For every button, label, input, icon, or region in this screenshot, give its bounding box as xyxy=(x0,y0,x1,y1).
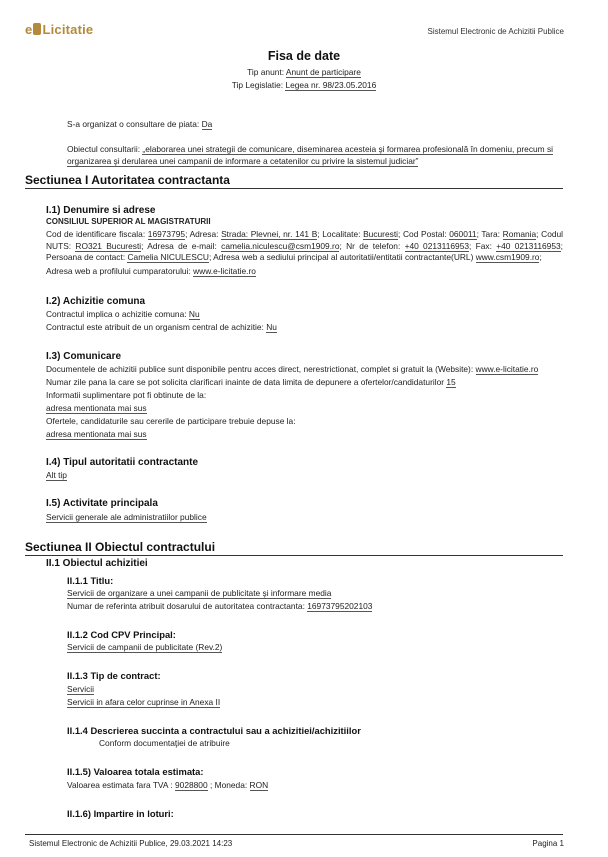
tip-legislatie: Tip Legislatie: Legea nr. 98/23.05.2016 xyxy=(231,80,377,90)
footer-divider xyxy=(25,834,563,835)
footer-left: Sistemul Electronic de Achizitii Publice, 29.03.2021 14:23 xyxy=(29,839,233,848)
ii13-value-2: Servicii in afara celor cuprinse in Anexa II xyxy=(67,697,221,707)
ii11-ref: Numar de referinta atribuit dosarului de autoritatea contractanta: 16973795202103 xyxy=(67,601,373,611)
authority-details: Cod de identificare fiscala: 16973795; Adresa: Strada: Plevnei, nr. 141 B; Localitate: Bucuresti; Cod Postal: 060011; Tara: Romania; Codul NUTS: RO321 Bucuresti; Adresa de e-mail: camelia.niculescu@csm1909.ro; Nr de telefon: +40 0213116953; Fax: +40 0213116953; Persoana de contact: Camelia NICULESCU; Adresa web a sediului principal al autoritatii/entitatii contractante(URL) www.csm1909.ro; xyxy=(46,229,564,263)
section-1-title: Sectiunea I Autoritatea contractanta xyxy=(25,173,563,189)
i3-line-4-value: adresa mentionata mai sus xyxy=(46,429,147,439)
ii14-heading: II.1.4 Descrierea succinta a contractului sau a achizitiei/achizitiilor xyxy=(67,725,361,736)
i5-value: Servicii generale ale administratiilor publice xyxy=(46,512,207,522)
i2-line-1: Contractul implica o achizitie comuna: Nu xyxy=(46,309,200,319)
i3-line-3-value: adresa mentionata mai sus xyxy=(46,403,147,413)
ii1-heading: II.1 Obiectul achizitiei xyxy=(46,558,148,569)
consultare-piata: S-a organizat o consultare de piata: Da xyxy=(67,119,213,129)
ii13-value-1: Servicii xyxy=(67,684,94,694)
ii15-value: Valoarea estimata fara TVA : 9028800 ; Moneda: RON xyxy=(67,780,269,790)
ii12-heading: II.1.2 Cod CPV Principal: xyxy=(67,629,176,640)
i3-line-1: Documentele de achizitii publice sunt disponibile pentru acces direct, nerestrictionat, complet si gratuit la (Website): www.e-licitatie.ro xyxy=(46,364,539,374)
ii16-heading: II.1.6) Impartire in loturi: xyxy=(67,808,174,819)
i3-line-4-label: Ofertele, candidaturile sau cererile de participare trebuie depuse la: xyxy=(46,416,296,426)
page-title: Fisa de date xyxy=(267,49,341,63)
i2-heading: I.2) Achizitie comuna xyxy=(46,296,146,307)
i3-line-3-label: Informatii suplimentare pot fi obtinute de la: xyxy=(46,390,207,400)
i4-value: Alt tip xyxy=(46,470,67,480)
buyer-profile: Adresa web a profilului cumparatorului: www.e-licitatie.ro xyxy=(46,266,256,276)
tip-anunt: Tip anunt: Anunt de participare xyxy=(247,67,361,77)
ii15-heading: II.1.5) Valoarea totala estimata: xyxy=(67,766,204,777)
section-2-title: Sectiunea II Obiectul contractului xyxy=(25,540,563,556)
header-site-name: Sistemul Electronic de Achizitii Publice xyxy=(427,27,564,36)
i5-heading: I.5) Activitate principala xyxy=(46,498,158,509)
i4-heading: I.4) Tipul autoritatii contractante xyxy=(46,457,199,468)
ii12-value: Servicii de campanii de publicitate (Rev.2) xyxy=(67,642,223,652)
logo-mark-icon xyxy=(33,23,41,35)
ii11-value: Servicii de organizare a unei campanii de publicitate şi informare media xyxy=(67,588,332,598)
authority-name: CONSILIUL SUPERIOR AL MAGISTRATURII xyxy=(46,217,211,226)
i3-heading: I.3) Comunicare xyxy=(46,351,122,362)
i3-line-2: Numar zile pana la care se pot solicita clarificari inainte de data limita de depunere a ofertelor/candidaturilor 15 xyxy=(46,377,456,387)
i2-line-2: Contractul este atribuit de un organism central de achizitie: Nu xyxy=(46,322,277,332)
obiect-consultarii: Obiectul consultarii: „elaborarea unei strategii de comunicare, diseminarea acesteia şi formarea profesională în domeniu, precum si organizarea şi derularea unei campanii de informare a cetatenilor cu privire la sistemul judiciar” xyxy=(67,144,554,166)
footer-page-number: Pagina 1 xyxy=(532,839,564,848)
ii11-heading: II.1.1 Titlu: xyxy=(67,575,114,586)
i1-heading: I.1) Denumire si adrese xyxy=(46,205,156,216)
ii13-heading: II.1.3 Tip de contract: xyxy=(67,670,161,681)
ii14-value: Conform documentaţiei de atribuire xyxy=(99,738,230,748)
elicitatie-logo: e Licitatie xyxy=(25,22,94,37)
